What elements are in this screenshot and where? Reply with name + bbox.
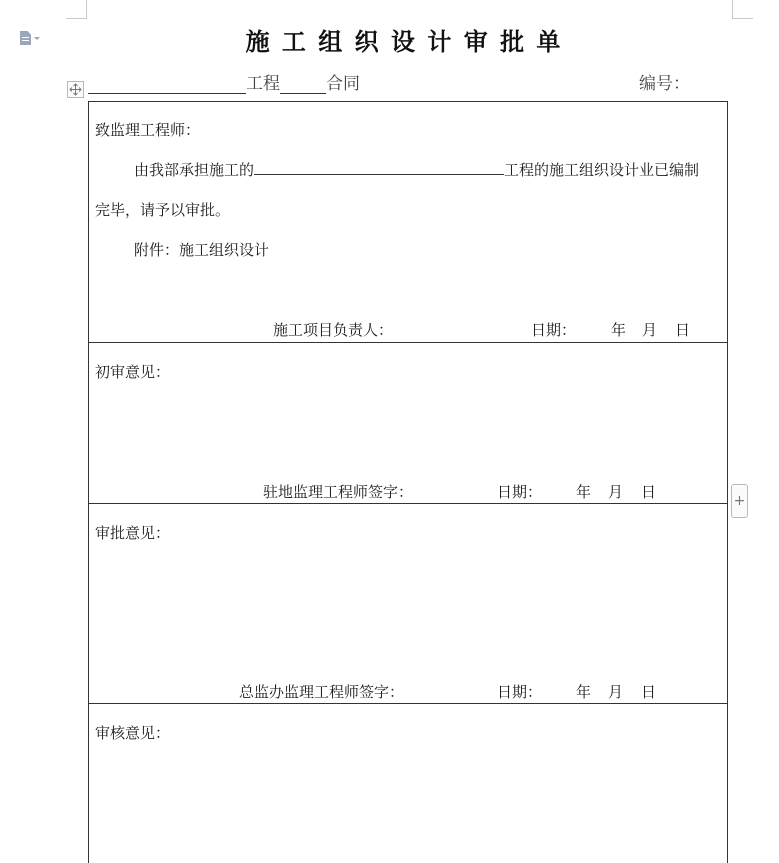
day-label: 日 [641,483,657,501]
year-label: 年 [576,683,592,701]
submission-body-line2: 完毕，请予以审批。 [95,201,231,219]
body-prefix: 由我部承担施工的 [134,161,255,179]
month-label: 月 [608,683,624,701]
month-label: 月 [608,483,624,501]
addressee-text: 致监理工程师： [95,121,201,139]
add-row-button[interactable] [731,484,748,518]
audit-section [89,704,727,863]
resident-engineer-signature-label: 驻地监理工程师签字： [263,483,414,501]
plus-icon: + [733,493,746,509]
body-suffix: 工程的施工组织设计业已编制 [504,161,700,179]
approval-heading: 审批意见： [95,524,171,542]
serial-number-label: 编号： [639,74,690,94]
submission-body-line1 [134,159,699,180]
form-subheader [88,69,728,93]
year-label: 年 [611,321,627,339]
project-label: 工程 [246,74,280,94]
date-label: 日期： [531,321,577,339]
initial-review-section [89,343,727,504]
table-move-handle[interactable] [67,81,84,98]
year-label: 年 [576,483,592,501]
project-name-blank[interactable] [88,73,246,94]
submission-section [89,102,727,343]
form-title: 施 工 组 织 设 计 审 批 单 [245,27,561,56]
move-arrows-icon [69,83,82,96]
audit-heading: 审核意见： [95,724,171,742]
day-label: 日 [675,321,691,339]
contract-name-blank[interactable] [280,73,326,94]
date-label: 日期： [497,683,543,701]
month-label: 月 [642,321,658,339]
page-corner-mark-left [66,0,87,19]
project-manager-label: 施工项目负责人： [273,321,394,339]
date-label: 日期： [497,483,543,501]
day-label: 日 [641,683,657,701]
attachment-text: 附件：施工组织设计 [134,241,270,259]
chief-engineer-signature-label: 总监办监理工程师签字： [239,683,405,701]
contract-label: 合同 [326,74,360,94]
page-corner-mark-right [732,0,753,19]
approval-form-table [88,101,728,863]
approval-section [89,504,727,704]
initial-review-heading: 初审意见： [95,363,171,381]
project-blank[interactable] [254,159,504,175]
